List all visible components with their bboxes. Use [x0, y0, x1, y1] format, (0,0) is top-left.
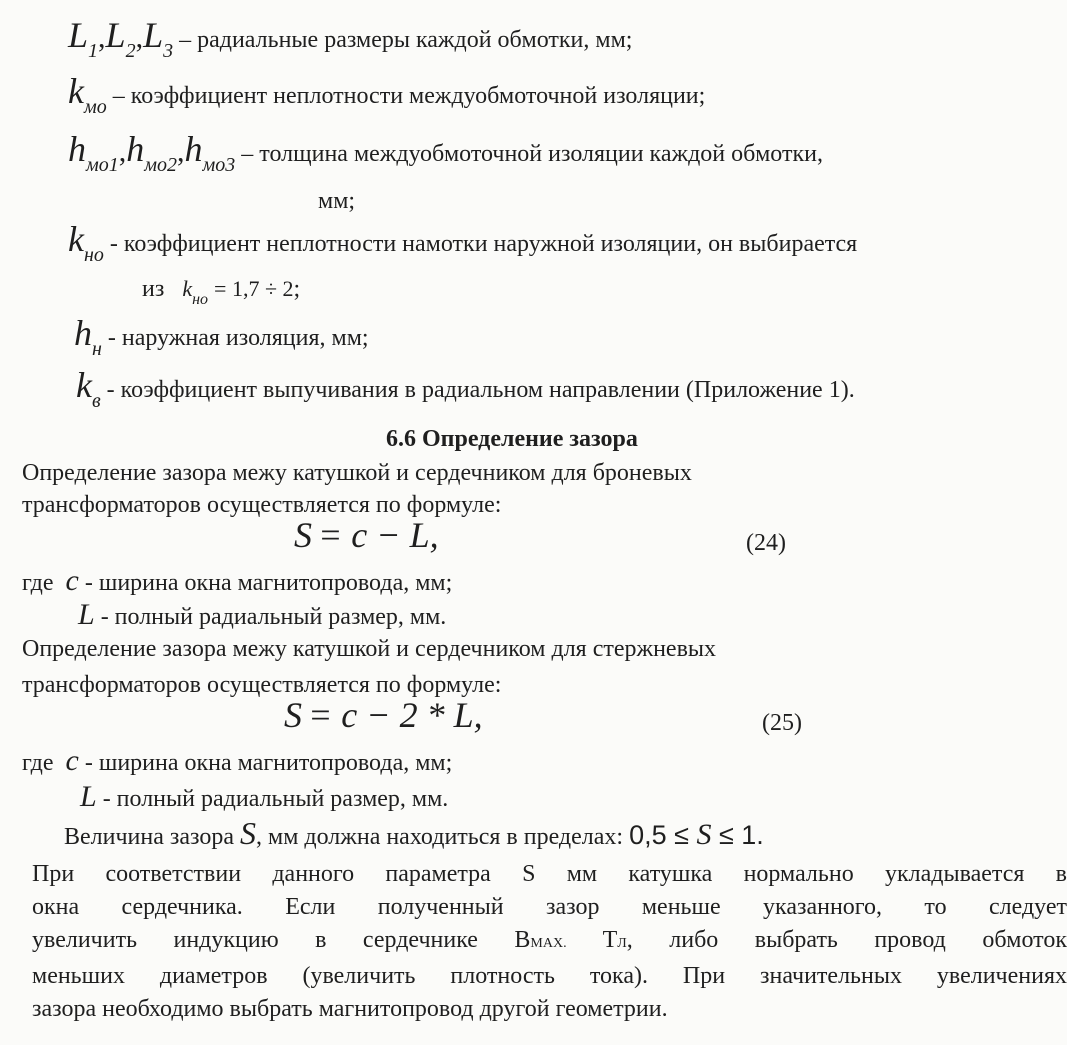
inline-subscript-no: но — [192, 291, 209, 308]
def-l-text: – радиальные размеры каждой обмотки, мм; — [173, 27, 633, 53]
gap-middle: , мм должна находиться в пределах: — [256, 824, 630, 850]
final-line3 — [32, 924, 1067, 960]
final-line3b: T — [566, 927, 618, 953]
symbol-L-full: L — [78, 598, 95, 631]
where-word: где — [22, 570, 54, 596]
symbol-h2: h — [126, 129, 145, 169]
def-kno-continuation — [142, 274, 300, 307]
section-title: 6.6 Определение зазора — [386, 426, 638, 452]
formula-25-number: (25) — [762, 710, 802, 736]
armored-line2: трансформаторов осуществляется по формуле: — [22, 492, 502, 518]
symbol-L3: L — [143, 15, 164, 55]
inline-k: k — [182, 276, 193, 301]
def-hmo-continuation: мм; — [318, 188, 356, 214]
rod-where-c — [22, 746, 452, 778]
subscript-mo2: мо2 — [144, 154, 178, 176]
final-line3-sub: MAX. — [530, 936, 567, 951]
symbol-k: k — [68, 71, 84, 111]
final-line3c: , либо выбрать провод обмоток — [626, 927, 1067, 953]
formula-24-lhs: S — [294, 515, 312, 555]
rod-where-l — [80, 782, 448, 814]
armored-where-c — [22, 566, 452, 598]
gap-range-symbol: S — [696, 818, 712, 851]
symbol-h-n: h — [74, 313, 92, 353]
inline-formula: = 1,7 ÷ 2 — [214, 276, 294, 301]
symbol-L: L — [68, 15, 89, 55]
subscript-mo: мо — [83, 96, 107, 118]
symbol-c-2: c — [65, 744, 79, 777]
def-kmo-line — [68, 71, 706, 118]
where-c-text-2: - ширина окна магнитопровода, мм; — [78, 750, 453, 776]
symbol-k-no: k — [68, 219, 84, 259]
subscript-mo1: мо1 — [86, 154, 119, 176]
def-kmo-text: – коэффициент неплотности междуобмоточной изоляции; — [106, 83, 706, 109]
final-line2: окна сердечника. Если полученный зазор меньше указанного, то следует — [32, 894, 1067, 920]
symbol-h3: h — [184, 129, 203, 169]
symbol-h: h — [68, 129, 86, 169]
rod-line1: Определение зазора межу катушкой и сердечником для стержневых — [22, 636, 717, 662]
def-kv-text: - коэффициент выпучивания в радиальном направлении (Приложение 1). — [100, 377, 855, 403]
rod-line2: трансформаторов осуществляется по формуле: — [22, 672, 502, 698]
symbol-L2: L — [105, 15, 126, 55]
def-hn-text: - наружная изоляция, мм; — [101, 325, 369, 351]
gap-range-high: ≤ 1. — [711, 820, 764, 850]
armored-line1: Определение зазора межу катушкой и сердечником для броневых — [22, 460, 692, 486]
formula-24 — [294, 515, 439, 555]
armored-where-l — [78, 600, 446, 632]
subscript-3: 3 — [163, 40, 174, 62]
subscript-2: 2 — [125, 40, 136, 62]
formula-25-lhs: S — [284, 695, 302, 735]
formula-24-rhs: = c − L, — [318, 515, 439, 555]
symbol-k-v: k — [76, 365, 92, 405]
iz-word: из — [142, 276, 165, 302]
where-c-text: - ширина окна магнитопровода, мм; — [78, 570, 453, 596]
formula-25-rhs: = c − 2 * L, — [308, 695, 483, 735]
final-paragraph — [32, 858, 1067, 1026]
semicolon: ; — [293, 276, 301, 302]
subscript-no: но — [83, 244, 104, 266]
final-line1: При соответствии данного параметра S мм катушка нормально укладывается в — [32, 861, 1067, 887]
def-kno-text: - коэффициент неплотности намотки наружной изоляции, он выбирается — [103, 231, 858, 257]
final-line4: меньших диаметров (увеличить плотность тока). При значительных увеличениях — [32, 963, 1067, 989]
def-hmo-line: $h_{мо1},h_{мо2},h_{мо3}$ – толщина междуобмоточной изоляции каждой обмотки, — [68, 129, 823, 176]
def-hmo-text: – толщина междуобмоточной изоляции каждой обмотки, — [235, 141, 823, 167]
def-hn-line — [74, 313, 369, 360]
final-line5: зазора необходимо выбрать магнитопровод другой геометрии. — [32, 996, 668, 1022]
where-word-2: где — [22, 750, 54, 776]
where-l-text-2: - полный радиальный размер, мм. — [96, 786, 449, 812]
def-kv-line — [76, 365, 855, 412]
where-l-text: - полный радиальный размер, мм. — [94, 604, 447, 630]
def-l-line: $L_1,L_2,L_3$ – радиальные размеры каждой обмотки, мм; — [68, 15, 633, 62]
formula-24-number: (24) — [746, 530, 786, 556]
final-line3-sub2: Л — [617, 936, 627, 951]
def-kno-line — [68, 219, 858, 266]
subscript-n: н — [92, 338, 102, 360]
final-line3a: увеличить индукцию в сердечнике B — [32, 927, 531, 953]
symbol-L-full-2: L — [80, 780, 97, 813]
symbol-S: S — [240, 815, 257, 851]
subscript-1: 1 — [88, 40, 99, 62]
gap-range-line — [64, 815, 764, 852]
subscript-v: в — [91, 390, 101, 412]
formula-25 — [284, 695, 483, 735]
gap-range-low: 0,5 ≤ — [629, 820, 697, 850]
gap-prefix: Величина зазора — [64, 824, 241, 850]
symbol-c: c — [65, 564, 79, 597]
subscript-mo3: мо3 — [202, 154, 236, 176]
